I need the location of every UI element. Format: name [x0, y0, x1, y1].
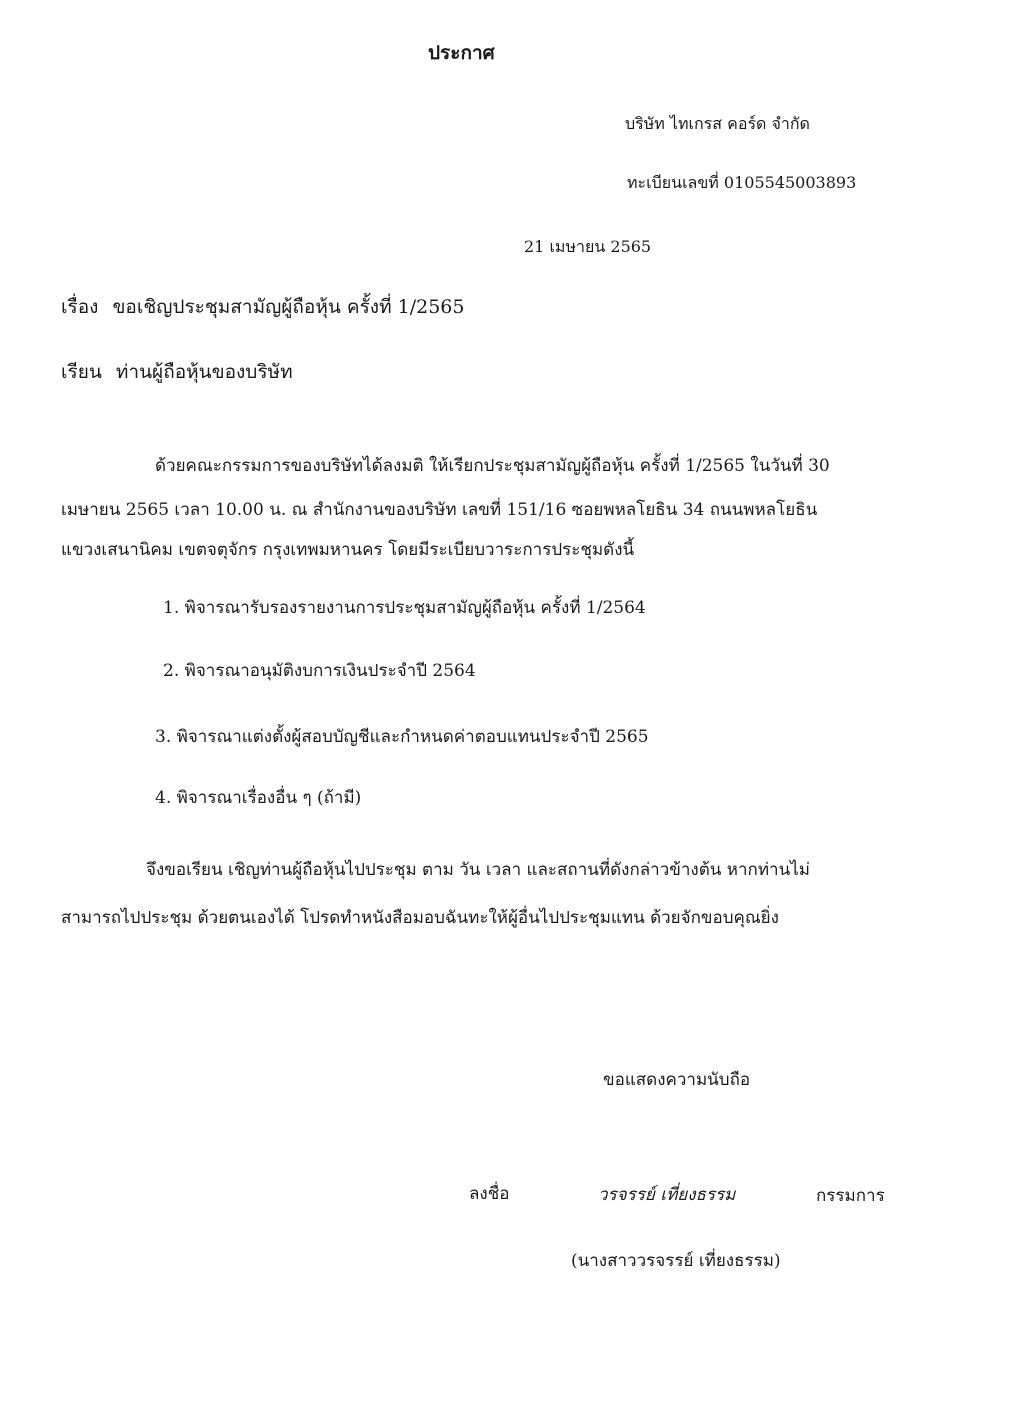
recipient-label: เรียน [61, 361, 102, 383]
signer-position: กรรมการ [816, 1186, 885, 1206]
agenda-item: 4. พิจารณาเรื่องอื่น ๆ (ถ้ามี) [155, 788, 362, 808]
registration-number: ทะเบียนเลขที่ 0105545003893 [627, 173, 857, 192]
subject-line [61, 298, 465, 317]
agenda-item: 3. พิจารณาแต่งตั้งผู้สอบบัญชีและกำหนดค่าตอบแทนประจำปี 2565 [155, 727, 649, 747]
body-line: ด้วยคณะกรรมการของบริษัทได้ลงมติ ให้เรียกประชุมสามัญผู้ถือหุ้น ครั้งที่ 1/2565 ในวันที่ 30 [155, 456, 830, 476]
closing-line: สามารถไปประชุม ด้วยตนเองได้ โปรดทำหนังสือมอบฉันทะให้ผู้อื่นไปประชุมแทน ด้วยจักขอบคุณยิ่ง [61, 908, 779, 928]
regards: ขอแสดงความนับถือ [603, 1070, 751, 1090]
document-date: 21 เมษายน 2565 [524, 237, 652, 256]
recipient-line [61, 363, 293, 382]
subject-label: เรื่อง [61, 296, 99, 318]
body-line: แขวงเสนานิคม เขตจตุจักร กรุงเทพมหานคร โดยมีระเบียบวาระการประชุมดังนี้ [61, 540, 635, 560]
company-name: บริษัท ไทเกรส คอร์ด จำกัด [625, 114, 810, 133]
signer-fullname: (นางสาววรจรรย์ เที่ยงธรรม) [571, 1251, 781, 1271]
body-line: เมษายน 2565 เวลา 10.00 น. ณ สำนักงานของบริษัท เลขที่ 151/16 ซอยพหลโยธิน 34 ถนนพหลโยธิน [61, 500, 818, 520]
recipient-text: ท่านผู้ถือหุ้นของบริษัท [115, 361, 293, 383]
signature: วรจรรย์ เที่ยงธรรม [598, 1185, 736, 1205]
subject-text: ขอเชิญประชุมสามัญผู้ถือหุ้น ครั้งที่ 1/2565 [112, 296, 465, 318]
closing-line: จึงขอเรียน เชิญท่านผู้ถือหุ้นไปประชุม ตาม วัน เวลา และสถานที่ดังกล่าวข้างต้น หากท่านไม่ [146, 860, 810, 880]
agenda-item: 1. พิจารณารับรองรายงานการประชุมสามัญผู้ถือหุ้น ครั้งที่ 1/2564 [163, 598, 646, 618]
sign-label: ลงชื่อ [469, 1184, 510, 1204]
agenda-item: 2. พิจารณาอนุมัติงบการเงินประจำปี 2564 [163, 661, 476, 681]
document-title: ประกาศ [428, 42, 495, 64]
